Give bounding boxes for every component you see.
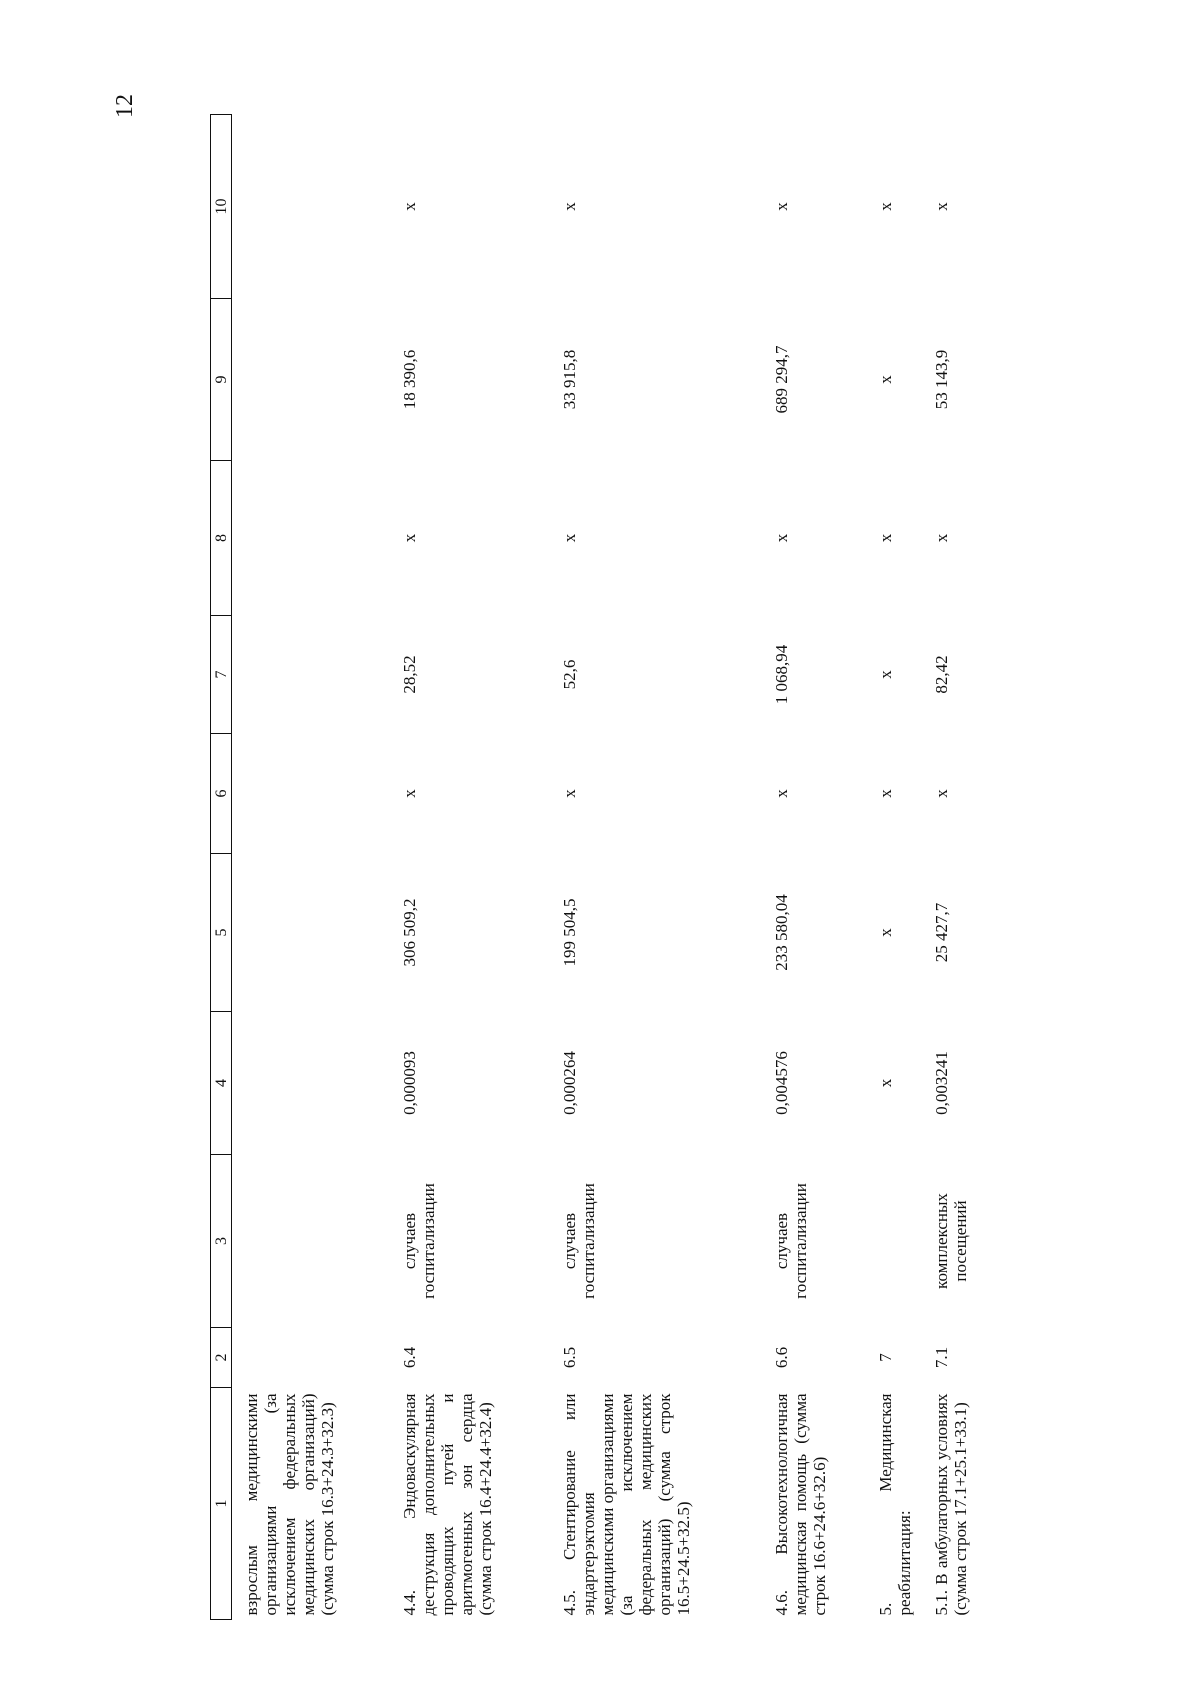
unit-cell [866, 1155, 922, 1328]
row-description: 4.5. Стентирование или эндартерэктомия медицинскими организациями (за исключением федеральных медицинских организаций) (сумма строк 16.5+24.5+32.5) [559, 1393, 693, 1616]
value-cell: 306 509,2 [399, 898, 419, 967]
value-cell: 233 580,04 [771, 894, 791, 971]
table-row [232, 115, 390, 1620]
col-header-1: 1 [211, 1388, 232, 1620]
row-description: 4.4. Эндоваскулярная деструкция дополнительных проводящих путей и аритмогенных зон сердца (сумма строк 16.4+24.4+32.4) [399, 1393, 495, 1616]
unit-cell: случаев госпитализации [559, 1183, 598, 1299]
value-cell: x [559, 789, 579, 798]
value-cell [232, 299, 390, 461]
value-cell: x [875, 533, 895, 543]
value-cell [232, 854, 390, 1012]
table-row [390, 115, 550, 1620]
unit-cell: случаев госпитализации [771, 1183, 810, 1299]
value-cell: x [399, 533, 419, 543]
value-cell: x [931, 533, 951, 543]
value-cell [232, 616, 390, 734]
value-cell [232, 461, 390, 616]
table-row [762, 115, 866, 1620]
value-cell: 199 504,5 [559, 898, 579, 967]
table-row [550, 115, 762, 1620]
value-cell: x [771, 202, 791, 211]
value-cell: x [399, 789, 419, 798]
value-cell [232, 734, 390, 854]
col-header-7: 7 [211, 616, 232, 734]
value-cell: x [875, 1078, 895, 1088]
row-number: 6.5 [559, 1346, 579, 1369]
value-cell: x [931, 202, 951, 211]
row-number: 7.1 [931, 1346, 951, 1369]
value-cell: x [771, 789, 791, 798]
value-cell: x [875, 375, 895, 384]
value-cell: x [771, 533, 791, 543]
col-header-3: 3 [211, 1155, 232, 1328]
row-description: 5. Медицинская реабилитация: [875, 1393, 914, 1616]
value-cell: 28,52 [399, 655, 419, 694]
row-description: 5.1. В амбулаторных условиях (сумма строк 17.1+25.1+33.1) [931, 1393, 970, 1616]
value-cell: x [559, 202, 579, 211]
value-cell: 0,000264 [559, 1051, 579, 1115]
col-header-5: 5 [211, 854, 232, 1012]
unit-cell: комплексных посещений [931, 1193, 970, 1289]
value-cell: x [875, 670, 895, 679]
value-cell: 689 294,7 [771, 345, 791, 414]
row-number: 6.6 [771, 1346, 791, 1369]
value-cell [232, 1012, 390, 1155]
col-header-8: 8 [211, 461, 232, 616]
value-cell: x [931, 789, 951, 798]
row-number: 7 [875, 1353, 895, 1362]
row-description: взрослым медицинскими организациями (за исключением федеральных медицинских организаций) (сумма строк 16.3+24.3+32.3) [242, 1393, 337, 1616]
value-cell: x [399, 202, 419, 211]
rotated-table-container [0, 115, 970, 1620]
value-cell: x [559, 533, 579, 543]
col-header-4: 4 [211, 1012, 232, 1155]
value-cell: x [875, 202, 895, 211]
value-cell: 0,004576 [771, 1051, 791, 1115]
unit-cell [232, 1155, 390, 1328]
row-number [232, 1328, 390, 1388]
value-cell: 18 390,6 [399, 349, 419, 410]
col-header-10: 10 [211, 115, 232, 299]
header-row [211, 115, 232, 1620]
table-row [866, 115, 922, 1620]
value-cell: 33 915,8 [559, 349, 579, 410]
value-cell: 1 068,94 [771, 644, 791, 705]
value-cell: 53 143,9 [931, 349, 951, 410]
unit-cell: случаев госпитализации [399, 1183, 438, 1299]
row-number: 6.4 [399, 1346, 419, 1369]
value-cell [232, 115, 390, 299]
data-table [210, 114, 992, 1620]
col-header-6: 6 [211, 734, 232, 854]
value-cell: 52,6 [559, 659, 579, 690]
value-cell: x [875, 789, 895, 798]
value-cell: x [875, 928, 895, 937]
value-cell: 0,000093 [399, 1051, 419, 1115]
table-row [922, 115, 992, 1620]
value-cell: 0,003241 [931, 1051, 951, 1115]
page-number: 12 [112, 94, 138, 118]
value-cell: 82,42 [931, 655, 951, 694]
value-cell: 25 427,7 [931, 902, 951, 963]
col-header-9: 9 [211, 299, 232, 461]
col-header-2: 2 [211, 1328, 232, 1388]
row-description: 4.6. Высокотехнологичная медицинская помощь (сумма строк 16.6+24.6+32.6) [771, 1393, 829, 1616]
